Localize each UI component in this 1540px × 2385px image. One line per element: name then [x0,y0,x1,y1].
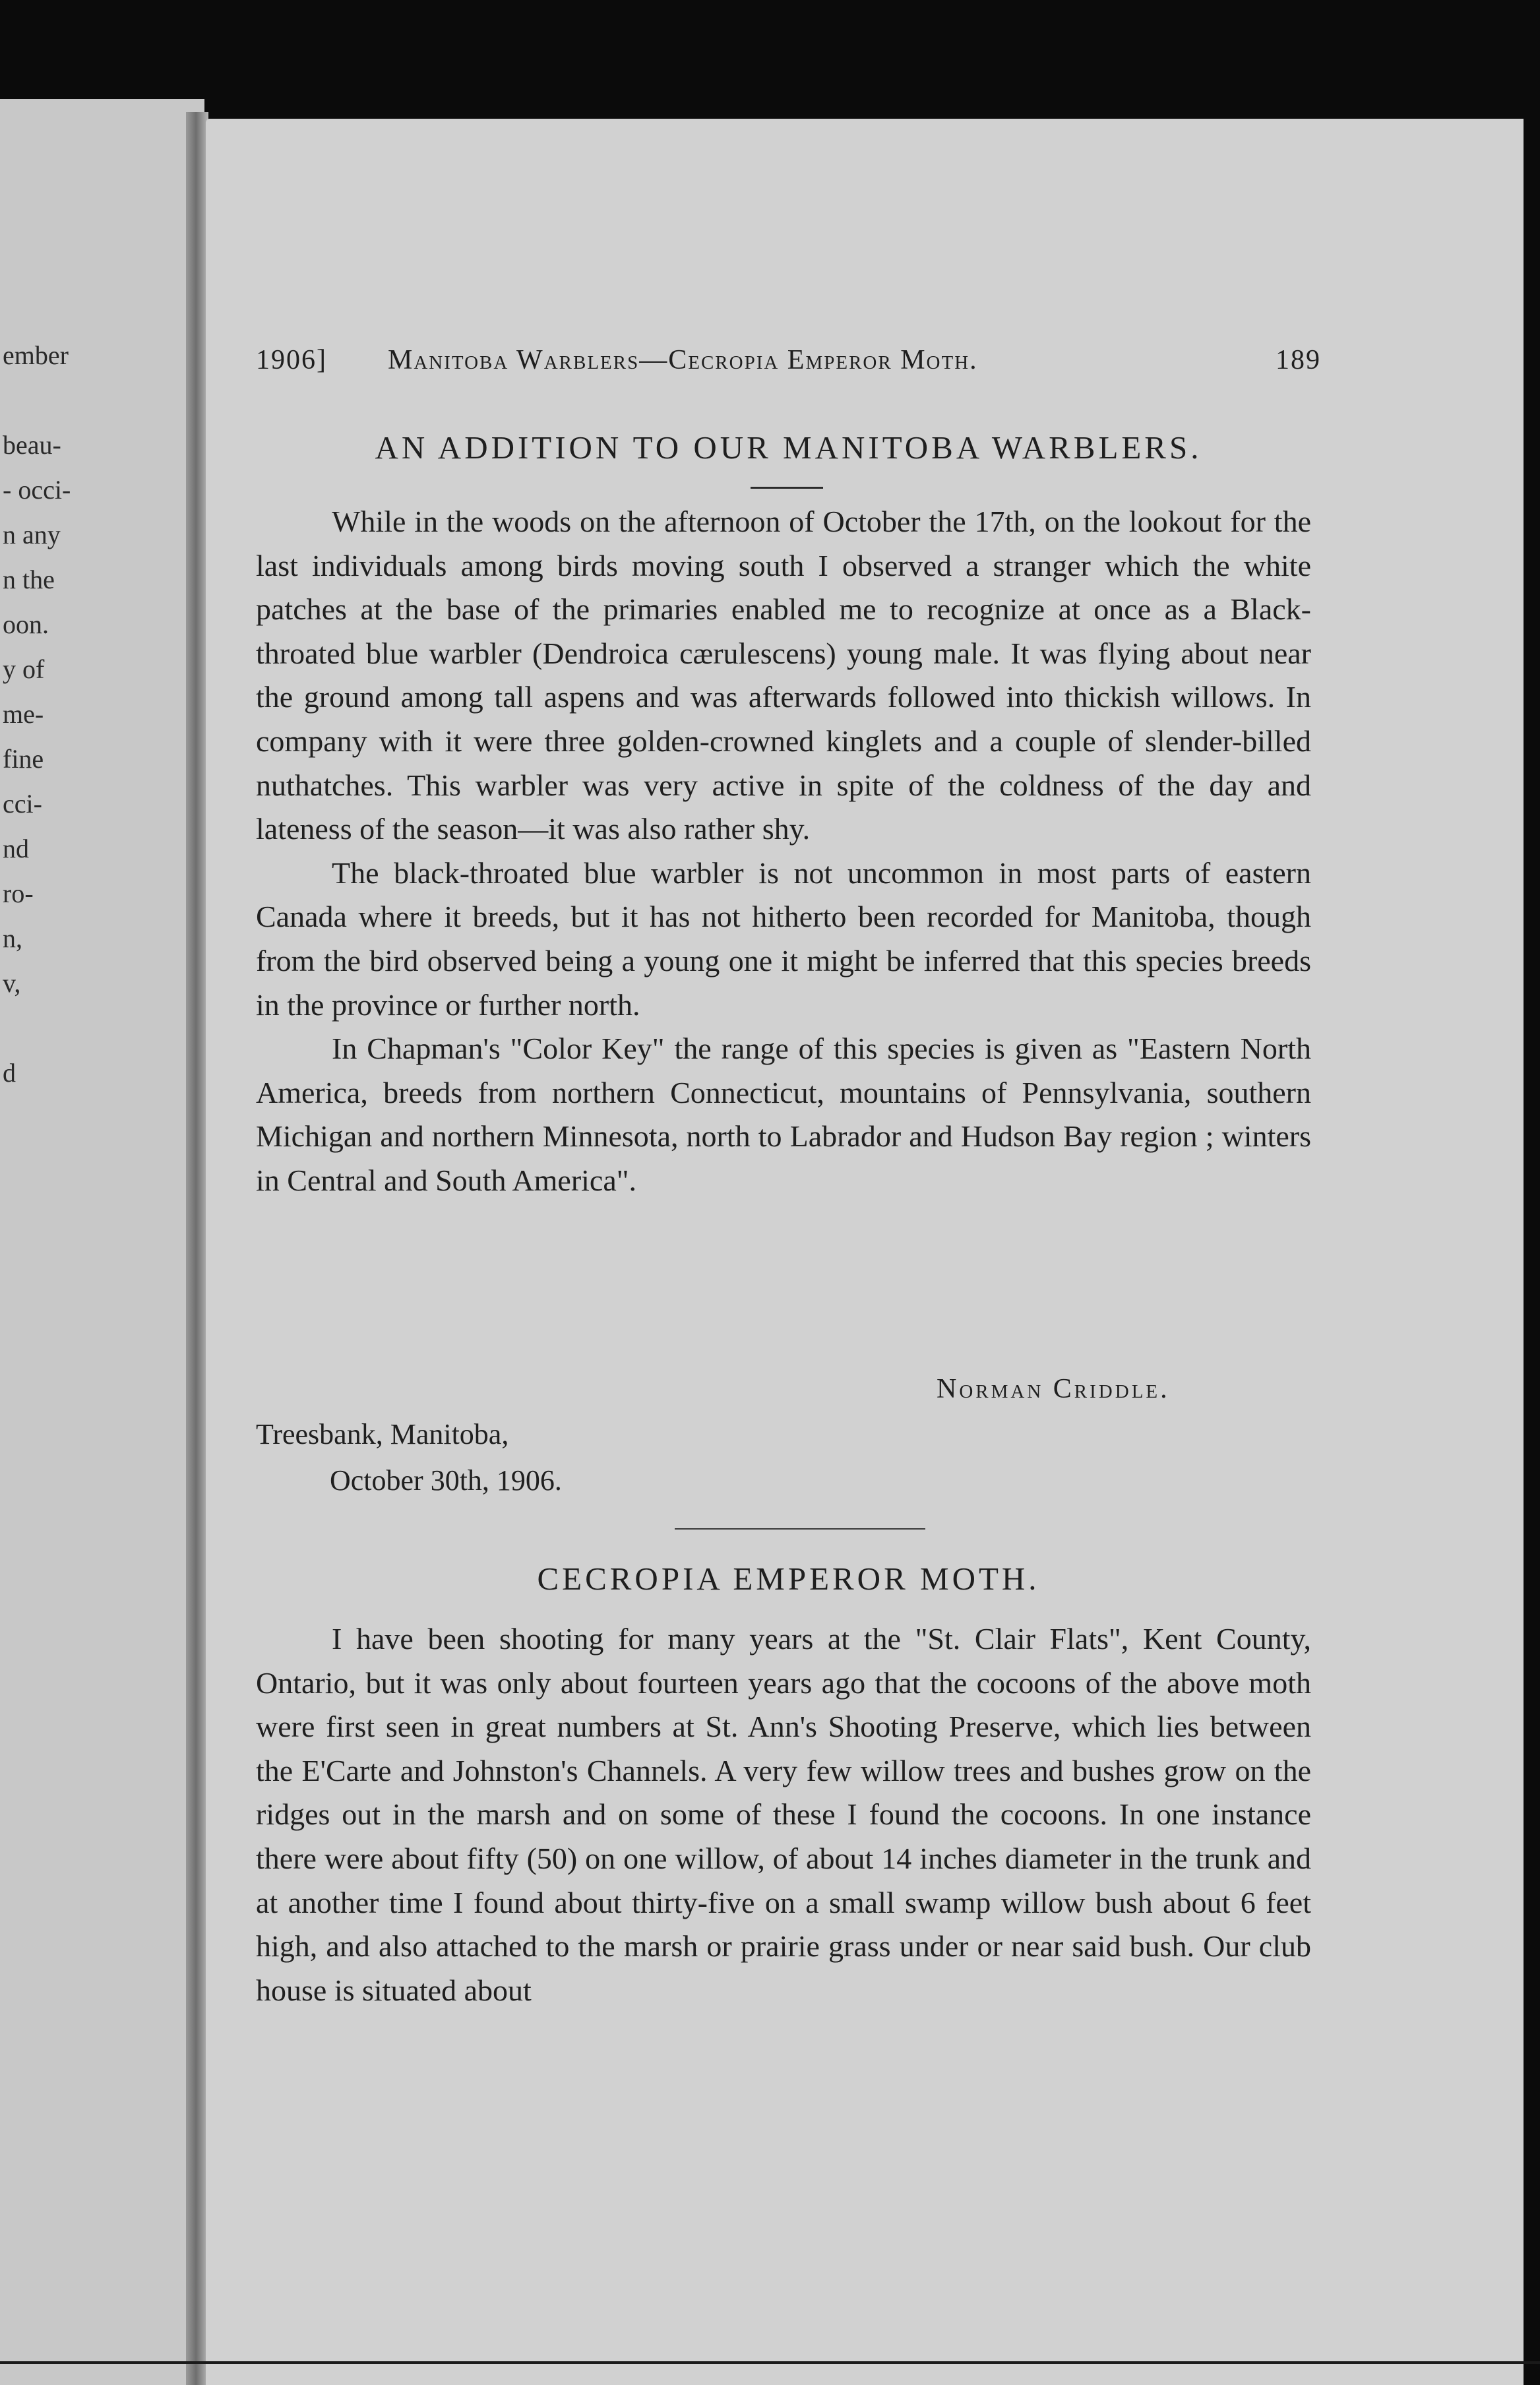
section-divider [675,1528,925,1530]
previous-page-line: v, [3,968,21,998]
article-2-body [256,1617,1311,2012]
running-head-year: 1906] [256,345,327,375]
previous-page-line: fine [3,744,44,774]
previous-page-line: me- [3,699,44,729]
article-1-title: AN ADDITION TO OUR MANITOBA WARBLERS. [375,429,1202,466]
previous-page-line: y of [3,654,45,684]
previous-page-line: n the [3,565,55,594]
previous-page-line: beau- [3,430,61,460]
previous-page-line: d [3,1058,16,1088]
page-bottom-edge [0,2361,1540,2364]
author-signature: Norman Criddle. [937,1374,1170,1404]
previous-page-line: n, [3,923,22,953]
previous-page-line: oon. [3,609,49,639]
running-head-title: Manitoba Warblers—Cecropia Emperor Moth. [388,345,978,375]
paragraph: While in the woods on the afternoon of October the 17th, on the lookout for the last individuals among birds moving south I observed a stranger which the white patches at the base of the primaries enabled me to recognize at once as a Black-throated blue warbler (Dendroica cærulescens) young male. It was flying about near the ground among tall aspens and was afterwards followed into thickish willows. In company with it were three golden-crowned kinglets and a couple of slender-billed nuthatches. This warbler was very active in spite of the coldness of the day and lateness of the season—it was also rather shy. [256,505,1311,846]
page-number: 189 [1276,345,1321,375]
previous-page-line [3,1006,102,1051]
dateline-date: October 30th, 1906. [330,1464,562,1497]
previous-page-line: ember [3,340,69,370]
previous-page-line: ro- [3,879,34,908]
paragraph: In Chapman's "Color Key" the range of this species is given as "Eastern North America, breeds from northern Connecticut, mountains of Pennsylvania, southern Michigan and northern Minnesota, north to Labrador and Hudson Bay region ; winters in Central and South America". [256,1032,1311,1197]
dateline-place: Treesbank, Manitoba, [256,1418,509,1450]
article-2-title: CECROPIA EMPEROR MOTH. [537,1561,1040,1597]
previous-page-text [3,333,102,1096]
paragraph: I have been shooting for many years at the "St. Clair Flats", Kent County, Ontario, but it was only about fourteen years ago that the cocoons of the above moth were first seen in great numbers at St. Ann's Shooting Preserve, which lies between the E'Carte and Johnston's Channels. A very few willow trees and bushes grow on the ridges out in the marsh and on some of these I found the cocoons. In one instance there were about fifty (50) on one willow, of about 14 inches diameter in the trunk and at another time I found about thirty-five on a small swamp willow bush about 6 feet high, and also attached to the marsh or prairie grass under or near said bush. Our club house is situated about [256,1622,1311,2007]
previous-page-line: nd [3,834,29,863]
previous-page-line [3,378,102,423]
running-head [256,344,1321,390]
book-gutter [186,112,208,2385]
previous-page-line: - occi- [3,475,71,505]
paragraph: The black-throated blue warbler is not uncommon in most parts of eastern Canada where it breeds, but it has not hitherto been recorded for Manitoba, though from the bird observed being a young one it might be inferred that this species breeds in the province or further north. [256,855,1311,1022]
previous-page-line: cci- [3,789,42,819]
title-rule [751,487,823,489]
article-1-body [256,500,1311,1203]
previous-page-line: n any [3,520,61,549]
